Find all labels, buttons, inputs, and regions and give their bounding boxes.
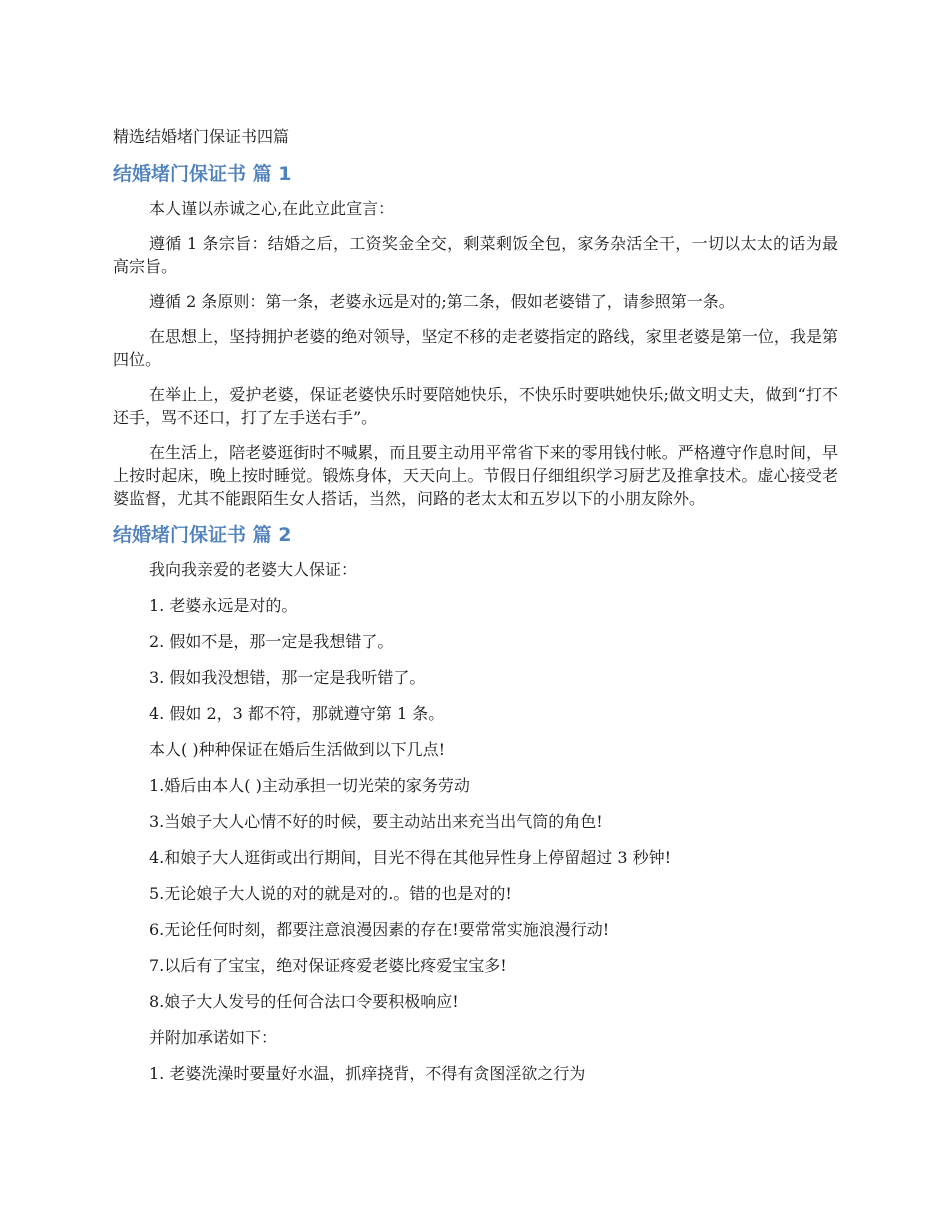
list-item: 1. 老婆洗澡时要量好水温，抓痒挠背，不得有贪图淫欲之行为 xyxy=(149,1064,586,1083)
paragraph: 本人谨以赤诚之心,在此立此宣言： xyxy=(149,199,395,218)
list-item: 3.当娘子大人心情不好的时候，要主动站出来充当出气筒的角色! xyxy=(149,812,603,831)
section-heading: 结婚堵门保证书 篇 2 xyxy=(113,524,292,546)
paragraph: 我向我亲爱的老婆大人保证： xyxy=(149,560,358,579)
list-item: 7.以后有了宝宝，绝对保证疼爱老婆比疼爱宝宝多! xyxy=(149,956,507,975)
section-1 xyxy=(113,161,838,510)
list-item: 1.婚后由本人( )主动承担一切光荣的家务劳动 xyxy=(149,776,470,795)
paragraph: 遵循 1 条宗旨：结婚之后，工资奖金全交，剩菜剩饭全包，家务杂活全干，一切以太太的话为最高宗旨。 xyxy=(113,234,838,276)
paragraph: 并附加承诺如下： xyxy=(149,1028,278,1047)
paragraph: 本人( )种种保证在婚后生活做到以下几点! xyxy=(149,740,446,759)
list-item: 2. 假如不是，那一定是我想错了。 xyxy=(149,632,394,651)
paragraph: 在思想上，坚持拥护老婆的绝对领导，坚定不移的走老婆指定的路线，家里老婆是第一位，我是第四位。 xyxy=(113,327,838,369)
list-item: 5.无论娘子大人说的对的就是对的.。错的也是对的! xyxy=(149,884,512,903)
document-page xyxy=(113,125,838,1098)
section-heading: 结婚堵门保证书 篇 1 xyxy=(113,163,292,185)
list-item: 6.无论任何时刻，都要注意浪漫因素的存在!要常常实施浪漫行动! xyxy=(149,920,610,939)
section-2 xyxy=(113,522,838,1085)
list-item: 1. 老婆永远是对的。 xyxy=(149,596,298,615)
paragraph: 在举止上，爱护老婆，保证老婆快乐时要陪她快乐，不快乐时要哄她快乐;做文明丈夫，做到“打不还手，骂不还口，打了左手送右手”。 xyxy=(113,385,838,427)
document-title: 精选结婚堵门保证书四篇 xyxy=(113,127,290,146)
list-item: 4.和娘子大人逛街或出行期间，目光不得在其他异性身上停留超过 3 秒钟! xyxy=(149,848,672,867)
paragraph: 遵循 2 条原则：第一条，老婆永远是对的;第二条，假如老婆错了，请参照第一条。 xyxy=(149,292,735,311)
paragraph: 在生活上，陪老婆逛街时不喊累，而且要主动用平常省下来的零用钱付帐。严格遵守作息时间，早上按时起床，晚上按时睡觉。锻炼身体，天天向上。节假日仔细组织学习厨艺及推拿技术。虚心接受老婆监督，尤其不能跟陌生女人搭话，当然，问路的老太太和五岁以下的小朋友除外。 xyxy=(113,443,838,508)
list-item: 8.娘子大人发号的任何合法口令要积极响应! xyxy=(149,992,459,1011)
list-item: 4. 假如 2，3 都不符，那就遵守第 1 条。 xyxy=(149,704,445,723)
list-item: 3. 假如我没想错，那一定是我听错了。 xyxy=(149,668,426,687)
